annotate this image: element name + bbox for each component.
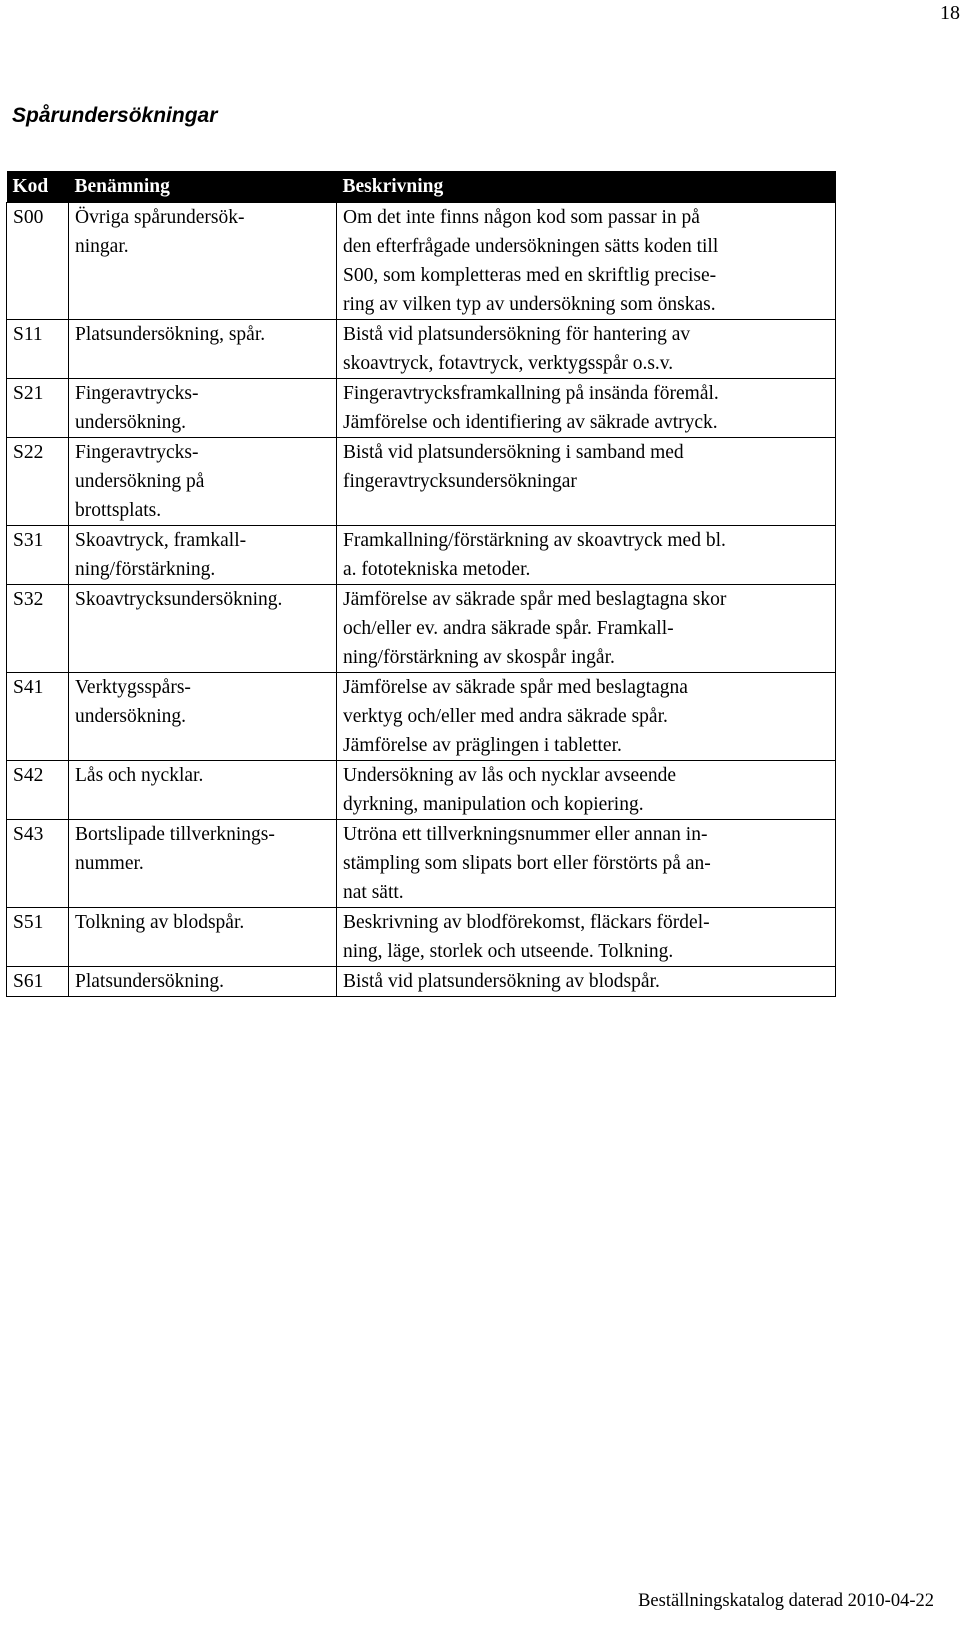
row-code: S51 xyxy=(7,908,69,967)
row-name xyxy=(69,967,337,997)
header-code: Kod xyxy=(7,171,69,203)
row-description xyxy=(337,761,836,820)
row-code: S61 xyxy=(7,967,69,997)
row-name xyxy=(69,438,337,526)
row-name-text: Skoavtrycksundersökning. xyxy=(75,589,283,610)
row-name xyxy=(69,585,337,673)
row-description-text: Undersökning av lås och nycklar avseende dyrkning, manipulation och kopiering. xyxy=(343,765,677,815)
table-row xyxy=(7,967,836,997)
row-code: S43 xyxy=(7,820,69,908)
table-row xyxy=(7,820,836,908)
table-row xyxy=(7,320,836,379)
row-description xyxy=(337,526,836,585)
examination-codes-table xyxy=(6,171,836,997)
row-description-text: Bistå vid platsundersökning i samband med fingeravtrycksundersökningar xyxy=(343,442,684,492)
header-name: Benämning xyxy=(69,171,337,203)
row-description-text: Bistå vid platsundersökning för hantering av skoavtryck, fotavtryck, verktygsspår o.s.v. xyxy=(343,324,691,374)
row-code: S32 xyxy=(7,585,69,673)
row-name xyxy=(69,379,337,438)
table-header-row xyxy=(7,171,836,203)
row-description xyxy=(337,967,836,997)
row-name xyxy=(69,320,337,379)
table-row xyxy=(7,761,836,820)
table-row xyxy=(7,379,836,438)
row-name-text: Övriga spårundersök- ningar. xyxy=(75,207,245,257)
row-description xyxy=(337,438,836,526)
table-row xyxy=(7,438,836,526)
row-name xyxy=(69,908,337,967)
section-title: Spårundersökningar xyxy=(12,104,218,127)
row-description xyxy=(337,320,836,379)
row-description-text: Beskrivning av blodförekomst, fläckars fördel- ning, läge, storlek och utseende. Tolkning. xyxy=(343,912,710,962)
row-description-text: Bistå vid platsundersökning av blodspår. xyxy=(343,971,660,992)
row-description xyxy=(337,203,836,320)
row-code: S42 xyxy=(7,761,69,820)
row-description-text: Fingeravtrycksframkallning på insända föremål. Jämförelse och identifiering av säkrade avtryck. xyxy=(343,383,719,433)
row-code: S11 xyxy=(7,320,69,379)
footer-catalog-date: Beställningskatalog daterad 2010-04-22 xyxy=(638,1591,934,1611)
row-description-text: Om det inte finns någon kod som passar in på den efterfrågade undersökningen sätts koden till S00, som kompletteras med en skriftlig precise- ring av vilken typ av undersökning som önskas. xyxy=(343,207,719,315)
row-description-text: Utröna ett tillverkningsnummer eller annan in- stämpling som slipats bort eller förstörts på an- nat sätt. xyxy=(343,824,711,903)
row-description-text: Jämförelse av säkrade spår med beslagtagna verktyg och/eller med andra säkrade spår. Jämförelse av präglingen i tabletter. xyxy=(343,677,688,756)
row-name xyxy=(69,673,337,761)
row-name-text: Bortslipade tillverknings- nummer. xyxy=(75,824,275,874)
table-row xyxy=(7,908,836,967)
page-number: 18 xyxy=(940,2,960,24)
row-name-text: Fingeravtrycks- undersökning. xyxy=(75,383,199,433)
row-name xyxy=(69,820,337,908)
row-description xyxy=(337,908,836,967)
row-description-text: Jämförelse av säkrade spår med beslagtagna skor och/eller ev. andra säkrade spår. Framkall- ning/förstärkning av skospår ingår. xyxy=(343,589,727,668)
row-code: S31 xyxy=(7,526,69,585)
row-name xyxy=(69,203,337,320)
table-row xyxy=(7,585,836,673)
row-name xyxy=(69,761,337,820)
row-name-text: Platsundersökning. xyxy=(75,971,224,992)
row-name-text: Platsundersökning, spår. xyxy=(75,324,266,345)
row-code: S21 xyxy=(7,379,69,438)
header-description: Beskrivning xyxy=(337,171,836,203)
table-row xyxy=(7,673,836,761)
row-name-text: Verktygsspårs- undersökning. xyxy=(75,677,191,727)
row-description xyxy=(337,585,836,673)
row-name-text: Fingeravtrycks- undersökning på brottsplats. xyxy=(75,442,205,521)
row-name xyxy=(69,526,337,585)
row-code: S22 xyxy=(7,438,69,526)
row-code: S00 xyxy=(7,203,69,320)
row-name-text: Lås och nycklar. xyxy=(75,765,204,786)
table-row xyxy=(7,526,836,585)
row-description xyxy=(337,820,836,908)
row-description xyxy=(337,379,836,438)
row-code: S41 xyxy=(7,673,69,761)
row-name-text: Tolkning av blodspår. xyxy=(75,912,245,933)
row-name-text: Skoavtryck, framkall- ning/förstärkning. xyxy=(75,530,247,580)
table-row xyxy=(7,203,836,320)
row-description xyxy=(337,673,836,761)
row-description-text: Framkallning/förstärkning av skoavtryck med bl. a. fototekniska metoder. xyxy=(343,530,726,580)
